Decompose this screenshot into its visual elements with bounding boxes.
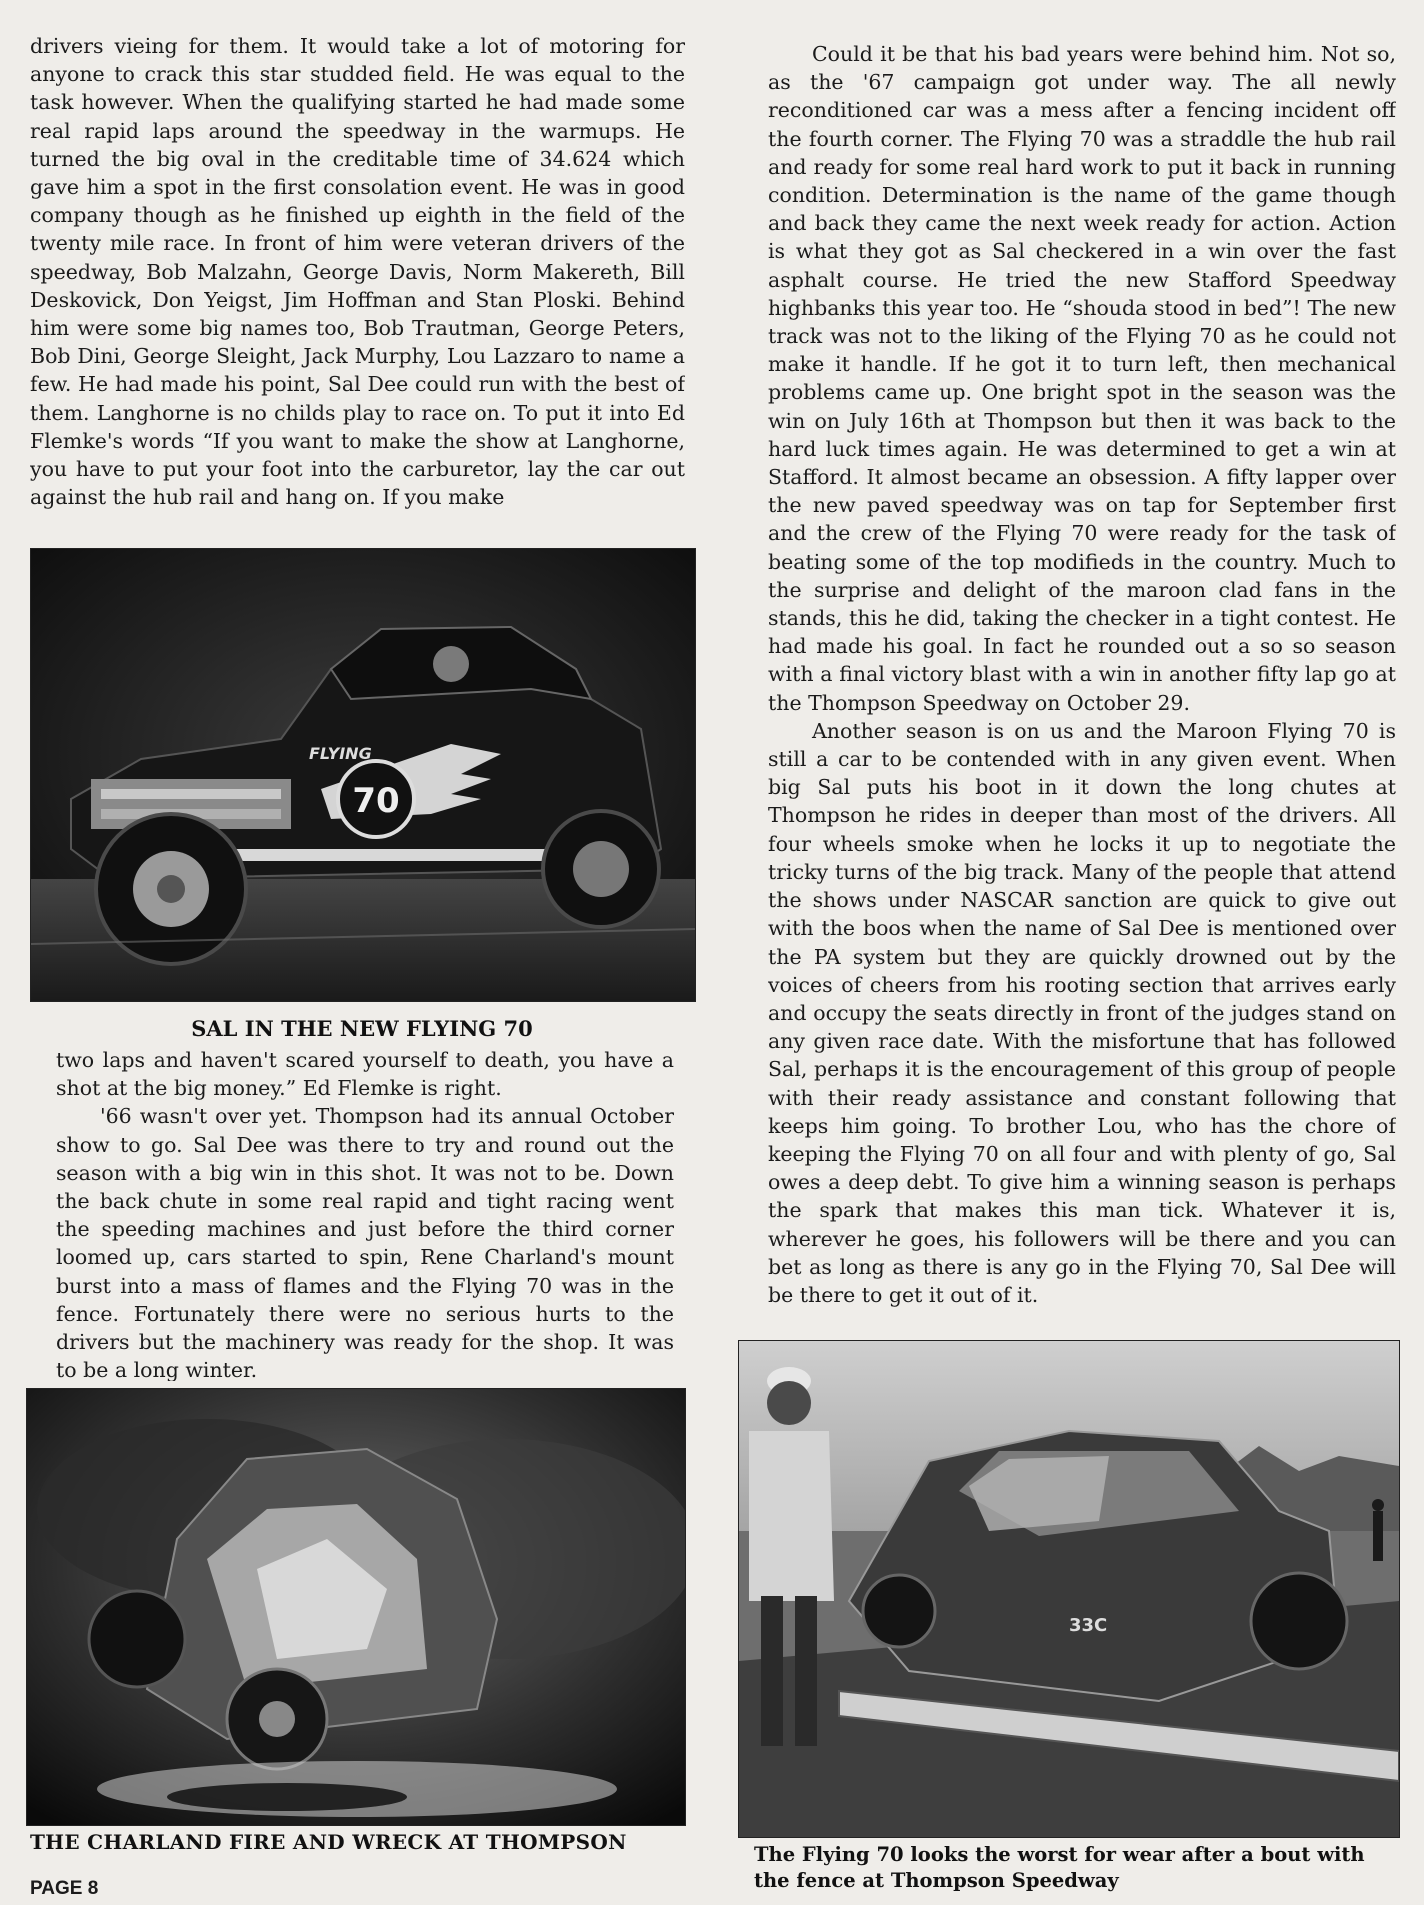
- article-paragraph: '66 wasn't over yet. Thompson had its annual October show to go. Sal Dee was there to try and round out the season with a big win in this shot. It was not to be. Down the back chute in some real rapid and tight racing went the speeding machines and just before the third corner loomed up, cars started to spin, Rene Charland's mount burst into a mass of flames and the Flying 70 was in the fence. Fortunately there were no serious hurts to the drivers but the machinery was ready for the shop. It was to be a long winter.: [56, 1104, 674, 1381]
- article-paragraph: Could it be that his bad years were behind him. Not so, as the '67 campaign got under way. The all newly reconditioned car was a mess after a fencing incident off the fourth corner. The Flying 70 was a straddle the hub rail and ready for some real hard work to put it back in running condition. Determination is the name of the game though and back they came the next week ready for action. Action is what they got as Sal checkered in a win over the fast asphalt course. He tried the new Stafford Speedway highbanks this year too. He “shouda stood in bed”! The new track was not to the liking of the Flying 70 as he could not make it handle. If he got it to turn left, then mechanical problems came up. One bright spot in the season was the win on July 16th at Thompson but then it was back to the hard luck times again. He was determined to get a win at Stafford. It almost became an obsession. A fifty lapper over the new paved speedway was on tap for September first and the crew of the Flying 70 were ready for the task of beating some of the top modifieds in the country. Much to the surprise and delight of the maroon clad fans in the stands, this he did, taking the checker in a tight contest. He had made his goal. In fact he rounded out a so so season with a final victory blast with a win in another fifty lap go at the Thompson Speedway on October 29.: [768, 42, 1396, 715]
- fire-wreck-caption: THE CHARLAND FIRE AND WRECK AT THOMPSON: [30, 1830, 627, 1854]
- car-lettering: FLYING: [309, 744, 372, 763]
- article-paragraph: two laps and haven't scared yourself to death, you have a shot at the big money.” Ed Flemke is right.: [56, 1048, 674, 1101]
- page-number: PAGE 8: [30, 1878, 99, 1899]
- left-column-text-bottom: [56, 1046, 674, 1381]
- right-column-text: [768, 40, 1396, 1342]
- race-car-caption: SAL IN THE NEW FLYING 70: [191, 1016, 533, 1041]
- fire-wreck-photo: [26, 1388, 686, 1826]
- car-number: 70: [352, 781, 400, 821]
- car-plate-number: 33C: [1069, 1615, 1108, 1636]
- left-column-text-top: [30, 32, 685, 542]
- fence-wreck-photo: [738, 1340, 1400, 1838]
- article-paragraph: Another season is on us and the Maroon Flying 70 is still a car to be contended with in any given event. When big Sal puts his boot in it down the long chutes at Thompson he rides in deeper than most of the drivers. All four wheels smoke when he locks it up to negotiate the tricky turns of the big track. Many of the people that attend the shows under NASCAR sanction are quick to give out with the boos when the name of Sal Dee is mentioned over the PA system but they are quickly drowned out by the voices of cheers from his rooting section that arrives early and occupy the seats directly in front of the judges stand on any given race date. With the misfortune that has followed Sal, perhaps it is the encouragement of this group of people with their ready assistance and constant following that keeps him going. To brother Lou, who has the chore of keeping the Flying 70 on all four and with plenty of go, Sal owes a deep debt. To give him a winning season is perhaps the spark that makes this man tick. Whatever it is, wherever he goes, his followers will be there and you can bet as long as there is any go in the Flying 70, Sal Dee will be there to get it out of it.: [768, 718, 1396, 1307]
- race-car-photo: [30, 548, 696, 1002]
- article-paragraph: drivers vieing for them. It would take a lot of motoring for anyone to crack this star studded field. He was equal to the task however. When the qualifying started he had made some real rapid laps around the speedway in the warmups. He turned the big oval in the creditable time of 34.624 which gave him a spot in the first consolation event. He was in good company though as he finished up eighth in the field of the twenty mile race. In front of him were veteran drivers of the speedway, Bob Malzahn, George Davis, Norm Makereth, Bill Deskovick, Don Yeigst, Jim Hoffman and Stan Ploski. Behind him were some big names too, Bob Trautman, George Peters, Bob Dini, George Sleight, Jack Murphy, Lou Lazzaro to name a few. He had made his point, Sal Dee could run with the best of them. Langhorne is no childs play to race on. To put it into Ed Flemke's words “If you want to make the show at Langhorne, you have to put your foot into the carburetor, lay the car out against the hub rail and hang on. If you make: [30, 34, 685, 510]
- fence-wreck-caption: The Flying 70 looks the worst for wear after a bout with the fence at Thompson Speedway: [754, 1843, 1365, 1892]
